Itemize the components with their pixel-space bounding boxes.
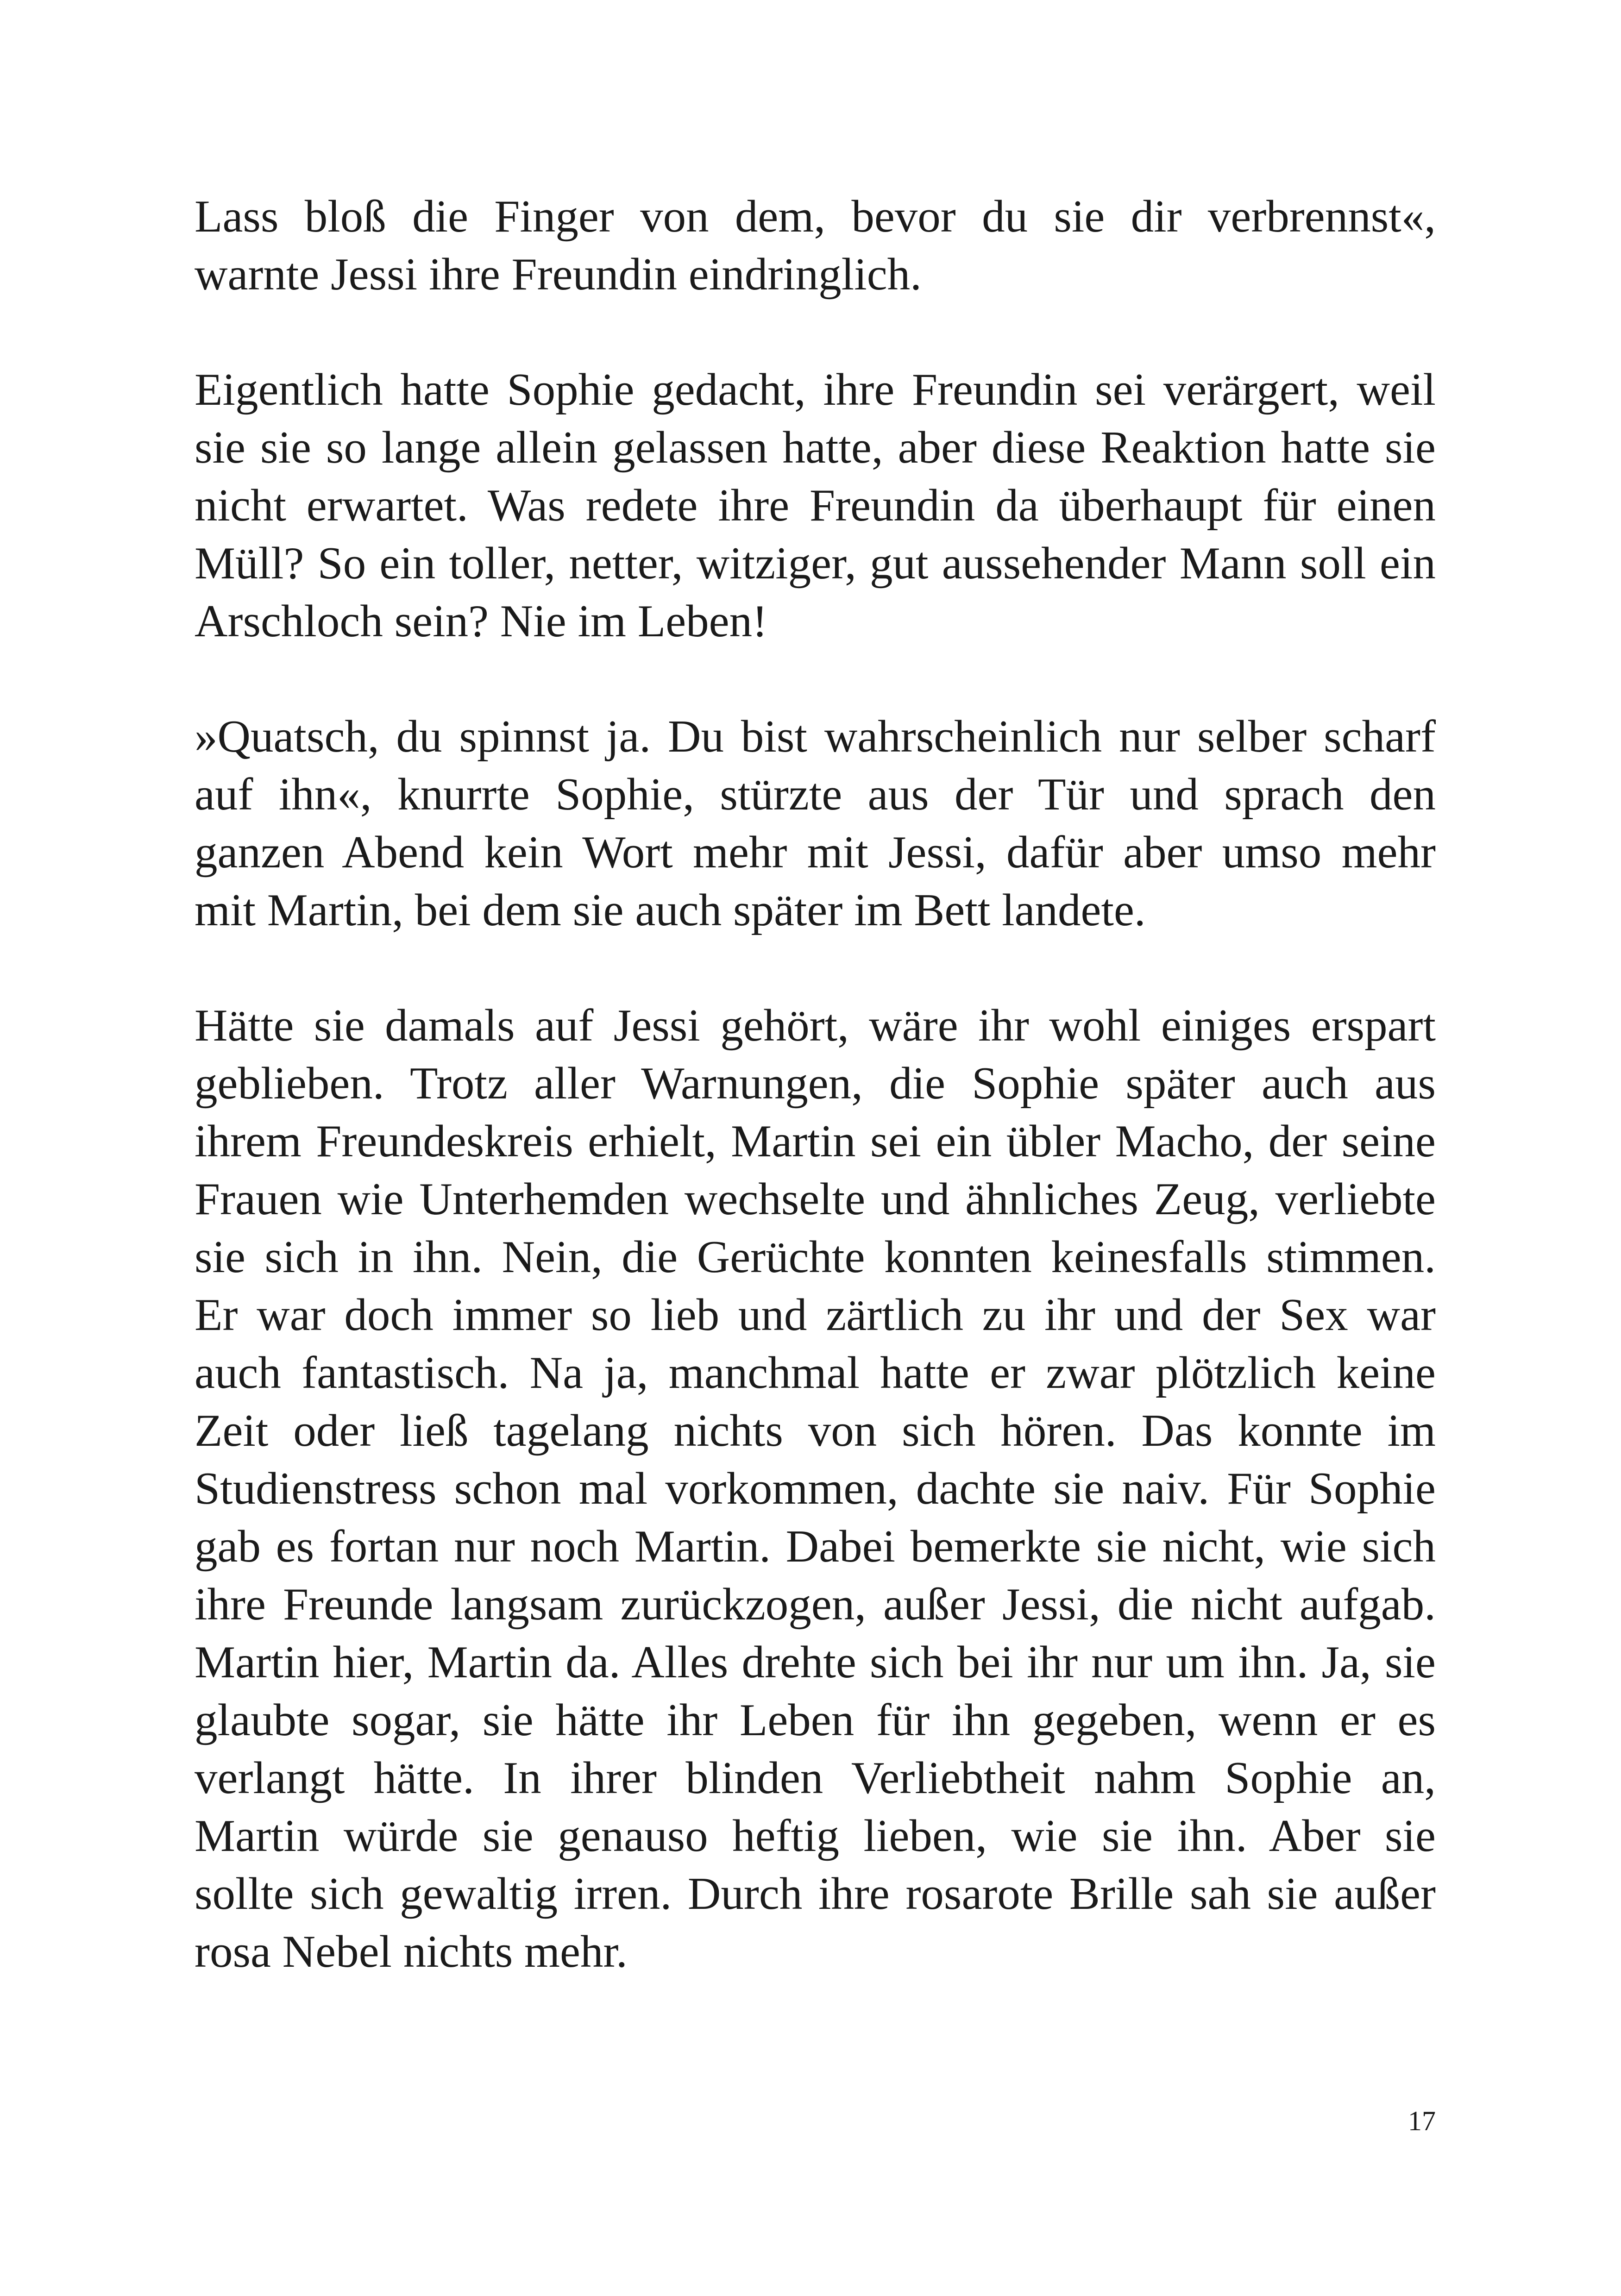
paragraph bbox=[195, 361, 1436, 650]
text-line: glaubte sogar, sie hätte ihr Leben für ihn gegeben, wenn er es bbox=[195, 1695, 1436, 1745]
text-line: gab es fortan nur noch Martin. Dabei bemerkte sie nicht, wie sich bbox=[195, 1521, 1436, 1572]
text-line: Martin hier, Martin da. Alles drehte sich bei ihr nur um ihn. Ja, sie bbox=[195, 1637, 1436, 1687]
text-line: Arschloch sein? Nie im Leben! bbox=[195, 596, 768, 646]
text-line: warnte Jessi ihre Freundin eindringlich. bbox=[195, 249, 922, 300]
text-line: ihrem Freundeskreis erhielt, Martin sei ein übler Macho, der seine bbox=[195, 1116, 1436, 1167]
text-line: Lass bloß die Finger von dem, bevor du sie dir verbrennst«, bbox=[195, 191, 1436, 242]
text-line: auf ihn«, knurrte Sophie, stürzte aus der Tür und sprach den bbox=[195, 769, 1436, 820]
page-number: 17 bbox=[1408, 2106, 1436, 2136]
text-line: Studienstress schon mal vorkommen, dachte sie naiv. Für Sophie bbox=[195, 1463, 1436, 1514]
body-text bbox=[195, 188, 1436, 2038]
text-line: Müll? So ein toller, netter, witziger, gut aussehender Mann soll ein bbox=[195, 538, 1436, 589]
text-line: Hätte sie damals auf Jessi gehört, wäre ihr wohl einiges erspart bbox=[195, 1000, 1436, 1051]
text-line: Eigentlich hatte Sophie gedacht, ihre Freundin sei verärgert, weil bbox=[195, 364, 1436, 415]
text-line: ganzen Abend kein Wort mehr mit Jessi, dafür aber umso mehr bbox=[195, 827, 1436, 878]
text-line: Frauen wie Unterhemden wechselte und ähnliches Zeug, verliebte bbox=[195, 1174, 1436, 1224]
text-line: Er war doch immer so lieb und zärtlich zu ihr und der Sex war bbox=[195, 1290, 1436, 1340]
text-line: verlangt hätte. In ihrer blinden Verliebtheit nahm Sophie an, bbox=[195, 1753, 1436, 1803]
text-line: sie sie so lange allein gelassen hatte, aber diese Reaktion hatte sie bbox=[195, 422, 1436, 473]
text-line: Martin würde sie genauso heftig lieben, wie sie ihn. Aber sie bbox=[195, 1811, 1436, 1861]
text-line: nicht erwartet. Was redete ihre Freundin da überhaupt für einen bbox=[195, 480, 1436, 531]
text-line: mit Martin, bei dem sie auch später im Bett landete. bbox=[195, 885, 1146, 935]
text-line: »Quatsch, du spinnst ja. Du bist wahrscheinlich nur selber scharf bbox=[195, 711, 1436, 762]
text-line: sie sich in ihn. Nein, die Gerüchte konnten keinesfalls stimmen. bbox=[195, 1232, 1436, 1282]
paragraph bbox=[195, 997, 1436, 1981]
text-line: sollte sich gewaltig irren. Durch ihre rosarote Brille sah sie außer bbox=[195, 1869, 1436, 1919]
paragraph bbox=[195, 188, 1436, 303]
text-line: ihre Freunde langsam zurückzogen, außer Jessi, die nicht aufgab. bbox=[195, 1579, 1436, 1630]
text-line: rosa Nebel nichts mehr. bbox=[195, 1926, 628, 1977]
text-line: Zeit oder ließ tagelang nichts von sich hören. Das konnte im bbox=[195, 1405, 1436, 1456]
text-line: geblieben. Trotz aller Warnungen, die Sophie später auch aus bbox=[195, 1058, 1436, 1109]
paragraph bbox=[195, 708, 1436, 939]
text-line: auch fantastisch. Na ja, manchmal hatte er zwar plötzlich keine bbox=[195, 1348, 1436, 1398]
